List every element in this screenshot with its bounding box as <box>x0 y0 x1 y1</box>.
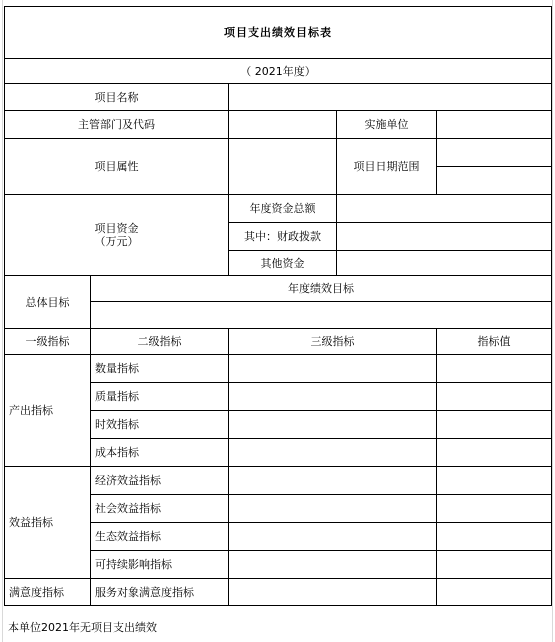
level3-header: 三级指标 <box>229 329 437 355</box>
level3-cell[interactable] <box>229 467 437 495</box>
impl-unit-label: 实施单位 <box>337 111 437 139</box>
impl-unit-value[interactable] <box>437 111 552 139</box>
indicator-service-satisfaction: 服务对象满意度指标 <box>91 579 229 606</box>
level3-cell[interactable] <box>229 411 437 439</box>
other-funds-label: 其他资金 <box>229 251 337 276</box>
level3-cell[interactable] <box>229 523 437 551</box>
indicator-quality: 质量指标 <box>91 383 229 411</box>
year-line: （ 2021年度） <box>5 59 552 84</box>
indicator-cost: 成本指标 <box>91 439 229 467</box>
level3-cell[interactable] <box>229 495 437 523</box>
indicator-ecological: 生态效益指标 <box>91 523 229 551</box>
performance-target-table <box>4 6 552 606</box>
level3-cell[interactable] <box>229 551 437 579</box>
funds-label-line1: 项目资金 <box>94 222 139 235</box>
project-attr-value[interactable] <box>229 139 337 195</box>
value-cell[interactable] <box>437 355 552 383</box>
indicator-timeliness: 时效指标 <box>91 411 229 439</box>
output-indicator-label: 产出指标 <box>5 355 91 467</box>
level3-cell[interactable] <box>229 579 437 606</box>
value-cell[interactable] <box>437 579 552 606</box>
value-cell[interactable] <box>437 495 552 523</box>
gridline <box>552 0 553 642</box>
level3-cell[interactable] <box>229 383 437 411</box>
value-header: 指标值 <box>437 329 552 355</box>
gridline <box>2 0 3 642</box>
value-cell[interactable] <box>437 411 552 439</box>
project-attr-label: 项目属性 <box>5 139 229 195</box>
project-period-end[interactable] <box>437 167 552 195</box>
project-period-label: 项目日期范围 <box>337 139 437 195</box>
other-funds-value[interactable] <box>337 251 552 276</box>
annual-total-label: 年度资金总额 <box>229 195 337 223</box>
value-cell[interactable] <box>437 523 552 551</box>
value-cell[interactable] <box>437 551 552 579</box>
indicator-economic: 经济效益指标 <box>91 467 229 495</box>
level3-cell[interactable] <box>229 355 437 383</box>
value-cell[interactable] <box>437 467 552 495</box>
footnote: 本单位2021年无项目支出绩效 <box>8 621 157 634</box>
fiscal-value[interactable] <box>337 223 552 251</box>
project-funds-label <box>5 195 229 276</box>
table-title: 项目支出绩效目标表 <box>5 7 552 59</box>
annual-goal-value[interactable] <box>91 302 552 329</box>
value-cell[interactable] <box>437 383 552 411</box>
overall-goal-label: 总体目标 <box>5 276 91 329</box>
funds-label-line2: （万元） <box>94 235 139 248</box>
project-name-value[interactable] <box>229 84 552 111</box>
dept-label: 主管部门及代码 <box>5 111 229 139</box>
annual-total-value[interactable] <box>337 195 552 223</box>
level2-header: 二级指标 <box>91 329 229 355</box>
indicator-quantity: 数量指标 <box>91 355 229 383</box>
project-period-start[interactable] <box>437 139 552 167</box>
annual-goal-label: 年度绩效目标 <box>91 276 552 302</box>
satisfaction-indicator-label: 满意度指标 <box>5 579 91 606</box>
value-cell[interactable] <box>437 439 552 467</box>
level1-header: 一级指标 <box>5 329 91 355</box>
fiscal-label: 其中：财政拨款 <box>229 223 337 251</box>
dept-value[interactable] <box>229 111 337 139</box>
indicator-sustainable: 可持续影响指标 <box>91 551 229 579</box>
benefit-indicator-label: 效益指标 <box>5 467 91 579</box>
project-name-label: 项目名称 <box>5 84 229 111</box>
indicator-social: 社会效益指标 <box>91 495 229 523</box>
level3-cell[interactable] <box>229 439 437 467</box>
